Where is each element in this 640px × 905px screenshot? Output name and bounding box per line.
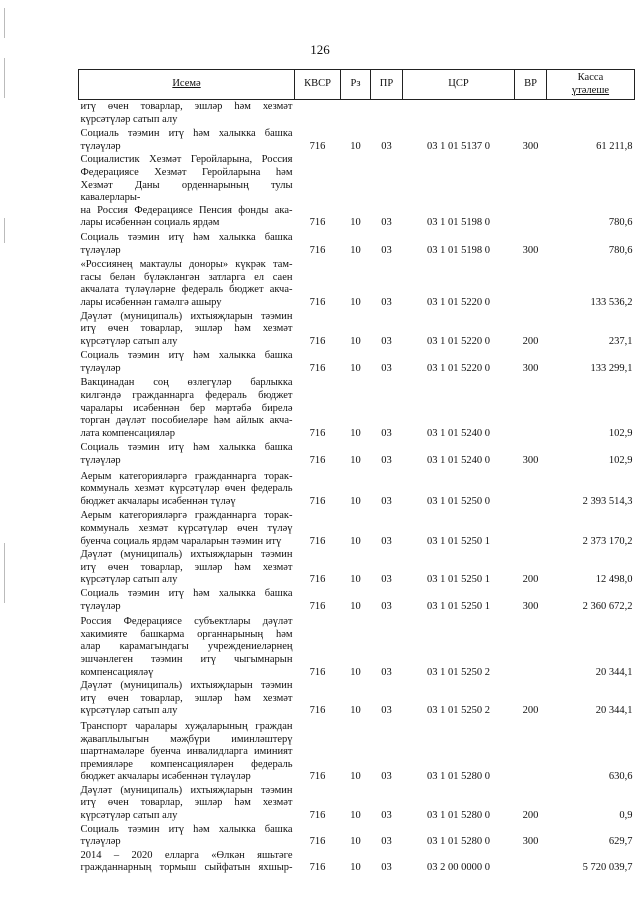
row-name-line: түләүләр [80,244,121,256]
row-amount: 133 299,1 [590,362,633,374]
row-name [79,613,295,679]
row-pr [371,100,403,127]
row-pr: 03 [381,455,392,467]
row-rz: 10 [350,836,361,848]
table-row [79,153,635,230]
row-kvsr: 716 [309,217,326,229]
table-row [79,310,635,349]
row-kvsr: 716 [309,574,326,586]
column-header-csr: ЦСР [403,70,515,100]
row-csr: 03 1 01 5220 0 [427,296,490,308]
row-csr: 03 1 01 5198 0 [427,244,490,256]
row-rz: 10 [350,455,361,467]
row-vr [515,849,547,875]
row-amount: 780,6 [608,217,633,229]
row-vr: 300 [522,600,539,612]
row-name-line: итү өчен товарлар, эшләр һәм хезмәт [80,692,293,704]
scan-edge-marks [3,8,7,888]
row-pr: 03 [381,140,392,152]
row-csr: 03 1 01 5220 0 [427,335,490,347]
column-header-vr: ВР [515,70,547,100]
table-row [79,823,635,849]
row-name-line: күрсәтүләр сатып алу [80,335,178,347]
budget-table [78,69,635,875]
row-amount: 2 393 514,3 [582,495,633,507]
row-name-line: чаралары исәбеннән бер мәртәбә бирелә [80,402,293,414]
row-csr: 03 1 01 5250 0 [427,495,490,507]
row-amount: 237,1 [608,335,633,347]
row-name-line: коммуналь хезмәт күрсәтүләр өчен федераль [80,483,293,495]
row-amount: 2 373 170,2 [582,535,633,547]
row-name [79,348,295,375]
row-csr: 03 1 01 5137 0 [427,140,490,152]
row-name [79,587,295,613]
row-name-line: Дәүләт (муниципаль) ихтыяҗларын тәэмин [80,680,293,692]
row-amount: 20 344,1 [595,705,633,717]
row-rz: 10 [350,535,361,547]
row-name [79,440,295,467]
row-name-line: Хезмәт Даны орденнарының тулы кавалерлары- [80,179,293,204]
row-name [79,718,295,784]
row-kvsr: 716 [309,296,326,308]
row-name-line: шартнамәләре буенча инвалидларга иминият [80,746,293,758]
row-rz: 10 [350,666,361,678]
column-header-amount: Касса үтәлеше [547,70,635,100]
row-name-line: күрсәтүләр сатып алу [80,574,178,586]
row-name-line: Аерым категорияләргә гражданнарга торак- [80,510,293,522]
row-kvsr: 716 [309,771,326,783]
row-name-line: 2014 – 2020 елларга «Өлкән яшьтәге [80,849,293,861]
row-name-line: Социаль тәэмин итү һәм халыкка башка [80,823,293,835]
row-name [79,257,295,309]
row-name-line: торган дәүләт пособиеләре һәм айлык акча- [80,415,293,427]
row-vr [515,375,547,440]
row-name-line: на Россия Федерациясе Пенсия фонды ака- [80,204,293,216]
row-name-line: Дәүләт (муниципаль) ихтыяҗларын тәэмин [80,310,293,322]
row-rz: 10 [350,244,361,256]
column-header-name: Исемә [79,70,295,100]
row-kvsr: 716 [309,535,326,547]
row-kvsr: 716 [309,705,326,717]
row-pr: 03 [381,666,392,678]
row-csr: 03 1 01 5280 0 [427,810,490,822]
table-row [79,440,635,467]
row-rz: 10 [350,771,361,783]
row-name-line: алар карамагындагы учреждениеләрнең [80,641,293,653]
row-vr: 300 [522,140,539,152]
table-row [79,508,635,548]
row-rz: 10 [350,296,361,308]
row-pr: 03 [381,335,392,347]
row-name [79,310,295,349]
row-rz: 10 [350,217,361,229]
row-kvsr: 716 [309,810,326,822]
row-amount: 629,7 [608,836,633,848]
row-name-line: түләүләр [80,836,121,848]
row-pr: 03 [381,574,392,586]
row-pr: 03 [381,810,392,822]
row-amount: 0,9 [619,810,633,822]
row-name-line: «Россиянең мактаулы доноры» күкрәк там- [80,259,293,271]
table-row [79,718,635,784]
row-amount: 133 536,2 [590,296,633,308]
row-csr: 03 1 01 5198 0 [427,217,490,229]
row-name-line: лары исәбеннән гамәлгә ашыру [80,296,222,308]
row-name-line: Дәүләт (муниципаль) ихтыяҗларын тәэмин [80,549,293,561]
row-kvsr: 716 [309,862,326,874]
table-row [79,100,635,127]
row-csr: 03 1 01 5280 0 [427,836,490,848]
row-name [79,100,295,127]
row-pr: 03 [381,495,392,507]
row-name [79,230,295,257]
row-kvsr: 716 [309,427,326,439]
row-amount: 2 360 672,2 [582,600,633,612]
row-name-line: түләүләр [80,600,121,612]
row-name [79,823,295,849]
table-row [79,679,635,718]
table-body [79,100,635,876]
row-amount: 102,9 [608,455,633,467]
row-csr: 03 1 01 5250 2 [427,666,490,678]
row-name-line: Вакцинадан соң өзлегүләр барлыкка [80,377,293,389]
column-header-kvsr: КВСР [295,70,341,100]
row-csr: 03 1 01 5220 0 [427,362,490,374]
row-csr: 03 1 01 5250 1 [427,535,490,547]
row-name-line: Социаль тәэмин итү һәм халыкка башка [80,350,293,362]
row-name-line: итү өчен товарлар, эшләр һәм хезмәт [80,561,293,573]
row-rz: 10 [350,335,361,347]
row-name-line: Социаль тәэмин итү һәм халыкка башка [80,442,293,454]
row-amount: 20 344,1 [595,666,633,678]
row-name-line: буенча социаль ярдәм чараларын тәэмин итү [80,535,282,547]
table-row [79,257,635,309]
row-pr: 03 [381,771,392,783]
row-name-line: күрсәтүләр сатып алу [80,113,178,125]
row-amount: 780,6 [608,244,633,256]
row-csr: 03 1 01 5250 1 [427,600,490,612]
row-name-line: премияләре компенсацияләрен федераль [80,758,293,770]
row-name [79,679,295,718]
table-row [79,348,635,375]
row-kvsr: 716 [309,600,326,612]
column-header-pr: ПР [371,70,403,100]
row-rz: 10 [350,574,361,586]
row-vr: 300 [522,244,539,256]
row-rz: 10 [350,140,361,152]
row-kvsr: 716 [309,362,326,374]
row-csr: 03 1 01 5280 0 [427,771,490,783]
row-name-line: килгәндә гражданнарга федераль бюджет [80,390,293,402]
row-pr: 03 [381,244,392,256]
row-name-line: акчалата түләүләрне федераль бюджет акча- [80,284,293,296]
table-row [79,375,635,440]
row-pr: 03 [381,535,392,547]
row-name-line: Федерациясе Хезмәт Геройларына һәм [80,166,293,178]
table-row [79,587,635,613]
row-name-line: итү өчен товарлар, эшләр һәм хезмәт [80,101,293,112]
row-pr: 03 [381,296,392,308]
row-rz: 10 [350,495,361,507]
row-name [79,375,295,440]
row-kvsr: 716 [309,836,326,848]
row-vr [515,508,547,548]
row-kvsr: 716 [309,335,326,347]
row-name-line: Социаль тәэмин итү һәм халыкка башка [80,587,293,599]
row-rz: 10 [350,862,361,874]
row-pr: 03 [381,862,392,874]
table-row [79,230,635,257]
row-vr [515,153,547,230]
row-name-line: күрсәтүләр сатып алу [80,810,178,822]
row-name-line: лары исәбеннән социаль ярдәм [80,217,220,229]
table-row [79,468,635,509]
row-vr: 300 [522,362,539,374]
page-number: 126 [310,42,330,57]
table-row [79,613,635,679]
row-name-line: хакимияте башкарма органнарының һәм [80,628,293,640]
row-csr: 03 1 01 5250 2 [427,705,490,717]
row-pr: 03 [381,600,392,612]
row-name [79,508,295,548]
row-kvsr: 716 [309,140,326,152]
row-name-line: итү өчен товарлар, эшләр һәм хезмәт [80,797,293,809]
row-name-line: Аерым категорияләргә гражданнарга торак- [80,470,293,482]
row-amount: 102,9 [608,427,633,439]
row-rz [341,100,371,127]
row-kvsr: 716 [309,244,326,256]
row-amount: 61 211,8 [596,140,633,152]
row-rz: 10 [350,427,361,439]
row-vr: 200 [522,705,539,717]
row-pr: 03 [381,427,392,439]
row-name-line: Социаль тәэмин итү һәм халыкка башка [80,231,293,243]
row-name-line: бюджет акчалары исәбеннән түләү [80,495,236,507]
row-name [79,784,295,823]
row-name-line: итү өчен товарлар, эшләр һәм хезмәт [80,323,293,335]
row-name-line: түләүләр [80,140,121,152]
row-name [79,126,295,153]
row-name-line: бюджет акчалары исәбеннән түләүләр [80,771,251,783]
row-vr [515,613,547,679]
row-amount: 5 720 039,7 [582,862,633,874]
row-vr [515,718,547,784]
row-vr: 300 [522,455,539,467]
row-vr: 200 [522,810,539,822]
row-pr: 03 [381,836,392,848]
row-name-line: Транспорт чаралары хуҗаларының граждан [80,720,293,732]
table-row [79,126,635,153]
row-name-line: компенсацияләү [80,666,154,678]
row-name-line: Социаль тәэмин итү һәм халыкка башка [80,128,293,140]
row-pr: 03 [381,362,392,374]
row-name [79,468,295,509]
row-csr: 03 1 01 5250 1 [427,574,490,586]
row-csr: 03 2 00 0000 0 [427,862,490,874]
row-name-line: Дәүләт (муниципаль) ихтыяҗларын тәэмин [80,784,293,796]
row-vr: 200 [522,335,539,347]
table-row [79,548,635,587]
row-kvsr [295,100,341,127]
row-name-line: эшчәнлеген тәэмин итү чыгымнарын [80,653,293,665]
row-name [79,548,295,587]
row-rz: 10 [350,600,361,612]
row-vr: 200 [522,574,539,586]
row-vr [515,468,547,509]
row-kvsr: 716 [309,666,326,678]
row-csr [403,100,515,127]
row-pr: 03 [381,217,392,229]
table-row [79,784,635,823]
row-name-line: түләүләр [80,455,121,467]
row-csr: 03 1 01 5240 0 [427,427,490,439]
row-name-line: Социалистик Хезмәт Геройларына, Россия [80,154,293,166]
table-header [79,70,635,100]
row-name-line: күрсәтүләр сатып алу [80,705,178,717]
row-name-line: гражданнарның тормыш сыйфатын яхшыр- [80,862,293,874]
row-amount: 630,6 [608,771,633,783]
row-rz: 10 [350,810,361,822]
row-kvsr: 716 [309,455,326,467]
row-name-line: лата компенсацияләр [80,427,175,439]
row-rz: 10 [350,705,361,717]
row-pr: 03 [381,705,392,717]
row-name-line: коммуналь хезмәт күрсәтүләр өчен түләү [80,523,293,534]
row-name [79,153,295,230]
row-name-line: җаваплылыгын мәҗбүри иминләштерү [80,733,293,745]
row-name-line: гасы белән бүләкләнгән затларга ел саен [80,271,293,283]
row-name [79,849,295,875]
row-vr [515,257,547,309]
column-header-rz: Рз [341,70,371,100]
row-amount: 12 498,0 [595,574,633,586]
row-name-line: түләүләр [80,362,121,374]
row-csr: 03 1 01 5240 0 [427,455,490,467]
row-rz: 10 [350,362,361,374]
row-vr [515,100,547,127]
row-amount [547,100,635,127]
row-kvsr: 716 [309,495,326,507]
table-row [79,849,635,875]
row-vr: 300 [522,836,539,848]
row-name-line: Россия Федерациясе субъектлары дәүләт [80,616,293,628]
